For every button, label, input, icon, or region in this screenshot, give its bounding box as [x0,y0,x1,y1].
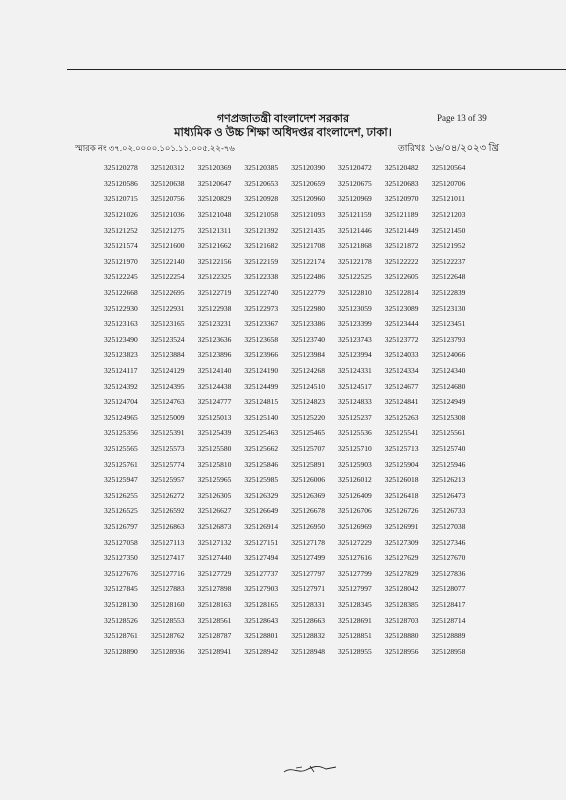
roll-number-cell: 325124331 [337,366,372,376]
table-row [104,222,478,238]
roll-number-cell: 325122931 [150,303,185,313]
roll-number-cell: 325124823 [291,397,325,407]
roll-number-cell: 325126418 [384,490,419,500]
roll-number-cell: 325121311 [197,225,232,235]
table-row [104,565,478,581]
roll-number-cell: 325120969 [337,194,372,204]
roll-number-cell: 325120638 [150,178,185,188]
roll-number-cell: 325123367 [244,319,279,329]
roll-number-cell: 325122719 [197,288,232,298]
roll-number-cell: 325125774 [150,459,185,469]
roll-number-cell: 325127178 [291,537,325,547]
roll-number-cell: 325128762 [150,631,185,641]
roll-number-cell: 325128851 [337,631,372,641]
roll-number-cell: 325126678 [291,506,325,516]
roll-number-cell: 325125541 [384,428,419,438]
roll-number-cell: 325128561 [197,615,232,625]
roll-number-cell: 325125009 [150,412,185,422]
roll-number-cell: 325120385 [244,163,279,173]
table-row [104,394,478,410]
roll-number-cell: 325122980 [291,303,325,313]
roll-number-cell: 325122486 [291,272,325,282]
roll-number-cell: 325127151 [244,537,279,547]
table-row [104,410,478,426]
roll-number-cell: 325120960 [291,194,325,204]
roll-number-cell: 325125580 [197,443,232,453]
roll-number-table [104,160,478,659]
roll-number-cell: 325127038 [431,521,466,531]
roll-number-cell: 325123444 [384,319,419,329]
roll-number-cell: 325120369 [197,163,232,173]
roll-number-cell: 325127903 [244,584,279,594]
roll-number-cell: 325128691 [337,615,372,625]
roll-number-cell: 325123994 [337,350,372,360]
roll-number-cell: 325127829 [384,568,419,578]
roll-number-cell: 325122325 [197,272,232,282]
table-row [104,254,478,270]
roll-number-cell: 325125740 [431,443,466,453]
table-row [104,612,478,628]
roll-number-cell: 325128077 [431,584,466,594]
roll-number-cell: 325127716 [150,568,185,578]
roll-number-cell: 325125904 [384,459,419,469]
roll-number-cell: 325122237 [431,256,466,266]
roll-number-cell: 325126706 [337,506,372,516]
roll-number-cell: 325126797 [104,521,138,531]
roll-number-cell: 325120586 [104,178,138,188]
roll-number-cell: 325125891 [291,459,325,469]
roll-number-cell: 325124117 [104,366,138,376]
roll-number-cell: 325120472 [337,163,372,173]
roll-number-cell: 325124066 [431,350,466,360]
roll-number-cell: 325122695 [150,288,185,298]
roll-number-cell: 325123524 [150,334,185,344]
table-row [104,269,478,285]
roll-number-cell: 325122245 [104,272,138,282]
roll-number-cell: 325128936 [150,646,185,656]
roll-number-cell: 325128714 [431,615,466,625]
roll-number-cell: 325125013 [197,412,232,422]
roll-number-cell: 325126525 [104,506,138,516]
roll-number-cell: 325124704 [104,397,138,407]
roll-number-cell: 325121872 [384,241,419,251]
roll-number-cell: 325128042 [384,584,419,594]
roll-number-cell: 325121868 [337,241,372,251]
roll-number-cell: 325123165 [150,319,185,329]
table-row [104,472,478,488]
table-row [104,597,478,613]
roll-number-cell: 325121970 [104,256,138,266]
roll-number-cell: 325123130 [431,303,466,313]
roll-number-cell: 325125947 [104,475,138,485]
roll-number-cell: 325126863 [150,521,185,531]
roll-number-cell: 325128160 [150,599,185,609]
roll-number-cell: 325127797 [291,568,325,578]
roll-number-cell: 325120928 [244,194,279,204]
roll-number-cell: 325124763 [150,397,185,407]
roll-number-cell: 325125220 [291,412,325,422]
roll-number-cell: 325121600 [150,241,185,251]
roll-number-cell: 325124949 [431,397,466,407]
roll-number-cell: 325125985 [244,475,279,485]
table-row [104,347,478,363]
roll-number-cell: 325124438 [197,381,232,391]
roll-number-cell: 325122839 [431,288,466,298]
table-row [104,207,478,223]
roll-number-cell: 325125140 [244,412,279,422]
roll-number-cell: 325126329 [244,490,279,500]
table-row [104,332,478,348]
table-row [104,316,478,332]
roll-number-cell: 325127499 [291,553,325,563]
roll-number-cell: 325122938 [197,303,232,313]
roll-number-cell: 325126726 [384,506,419,516]
roll-number-cell: 325120683 [384,178,419,188]
roll-number-cell: 325121662 [197,241,232,251]
roll-number-cell: 325124395 [150,381,185,391]
roll-number-cell: 325124815 [244,397,279,407]
roll-number-cell: 325125710 [337,443,372,453]
roll-number-cell: 325123658 [244,334,279,344]
table-row [104,503,478,519]
roll-number-cell: 325128663 [291,615,325,625]
roll-number-cell: 325122810 [337,288,372,298]
roll-number-cell: 325121450 [431,225,466,235]
roll-number-cell: 325121446 [337,225,372,235]
roll-number-cell: 325124340 [431,366,466,376]
roll-number-cell: 325122605 [384,272,419,282]
roll-number-cell: 325126969 [337,521,372,531]
roll-number-cell: 325127346 [431,537,466,547]
roll-number-cell: 325128880 [384,631,419,641]
roll-number-cell: 325127229 [337,537,372,547]
roll-number-cell: 325128787 [197,631,232,641]
roll-number-cell: 325127350 [104,553,138,563]
roll-number-cell: 325123163 [104,319,138,329]
roll-number-cell: 325125662 [244,443,279,453]
roll-number-cell: 325125439 [197,428,232,438]
roll-number-cell: 325125263 [384,412,419,422]
roll-number-cell: 325128890 [104,646,138,656]
roll-number-cell: 325121026 [104,210,138,220]
roll-number-cell: 325121708 [291,241,325,251]
roll-number-cell: 325125903 [337,459,372,469]
roll-number-cell: 325128761 [104,631,138,641]
table-row [104,519,478,535]
table-row [104,643,478,659]
roll-number-cell: 325121159 [337,210,372,220]
roll-number-cell: 325123896 [197,350,232,360]
roll-number-cell: 325126733 [431,506,466,516]
roll-number-cell: 325123636 [197,334,232,344]
department-name: মাধ্যমিক ও উচ্চ শিক্ষা অধিদপ্তর বাংলাদেশ, ঢাকা। [174,127,392,139]
signature [282,762,338,776]
roll-number-cell: 325121392 [244,225,279,235]
roll-number-cell: 325122668 [104,288,138,298]
roll-number-cell: 325121275 [150,225,185,235]
roll-number-cell: 325125761 [104,459,138,469]
roll-number-cell: 325124499 [244,381,279,391]
roll-number-cell: 325121203 [431,210,466,220]
roll-number-cell: 325122814 [384,288,419,298]
roll-number-cell: 325123059 [337,303,372,313]
roll-number-cell: 325124777 [197,397,232,407]
roll-number-cell: 325128941 [197,646,232,656]
table-row [104,487,478,503]
table-row [104,534,478,550]
roll-number-cell: 325126473 [431,490,466,500]
roll-number-cell: 325122174 [291,256,325,266]
roll-number-cell: 325125561 [431,428,466,438]
roll-number-cell: 325126213 [431,475,466,485]
roll-number-cell: 325125465 [291,428,325,438]
roll-number-cell: 325124140 [197,366,232,376]
roll-number-cell: 325128130 [104,599,138,609]
roll-number-cell: 325122178 [337,256,372,266]
roll-number-cell: 325128889 [431,631,466,641]
memo-number: স্মারক নং ৩৭.০২.০০০০.১০১.১১.০০৫.২২-৭৬ [75,143,235,153]
roll-number-cell: 325127616 [337,553,372,563]
roll-number-cell: 325120278 [104,163,138,173]
roll-number-cell: 325126012 [337,475,372,485]
roll-number-cell: 325126255 [104,490,138,500]
roll-number-cell: 325121048 [197,210,232,220]
roll-number-cell: 325121252 [104,225,138,235]
roll-number-cell: 325126592 [150,506,185,516]
roll-number-cell: 325122740 [244,288,279,298]
roll-number-cell: 325120970 [384,194,419,204]
top-rule [67,69,566,70]
roll-number-cell: 325128331 [291,599,325,609]
table-row [104,550,478,566]
table-row [104,285,478,301]
roll-number-cell: 325122222 [384,256,419,266]
roll-number-cell: 325128801 [244,631,279,641]
roll-number-cell: 325128385 [384,599,419,609]
table-row [104,425,478,441]
roll-number-cell: 325123231 [197,319,232,329]
roll-number-cell: 325123984 [291,350,325,360]
roll-number-cell: 325127799 [337,568,372,578]
page-number: Page 13 of 39 [437,113,487,123]
roll-number-cell: 325124841 [384,397,419,407]
roll-number-cell: 325127737 [244,568,279,578]
roll-number-cell: 325123740 [291,334,325,344]
roll-number-cell: 325128958 [431,646,466,656]
table-row [104,300,478,316]
roll-number-cell: 325121574 [104,241,138,251]
roll-number-cell: 325123884 [150,350,185,360]
roll-number-cell: 325124334 [384,366,419,376]
roll-number-cell: 325122525 [337,272,372,282]
roll-number-cell: 325121682 [244,241,279,251]
roll-number-cell: 325126914 [244,521,279,531]
roll-number-cell: 325127494 [244,553,279,563]
roll-number-cell: 325127729 [197,568,232,578]
roll-number-cell: 325123793 [431,334,466,344]
roll-number-cell: 325120659 [291,178,325,188]
roll-number-cell: 325125308 [431,412,466,422]
roll-number-cell: 325120829 [197,194,232,204]
roll-number-cell: 325128165 [244,599,279,609]
roll-number-cell: 325122973 [244,303,279,313]
roll-number-cell: 325127971 [291,584,325,594]
roll-number-cell: 325124677 [384,381,419,391]
roll-number-cell: 325122779 [291,288,325,298]
date-value: ১৬/০৪/২০২৩ খ্রি [428,143,499,154]
roll-number-cell: 325122156 [197,256,232,266]
roll-number-cell: 325124965 [104,412,138,422]
roll-number-cell: 325125573 [150,443,185,453]
roll-number-cell: 325128643 [244,615,279,625]
roll-number-cell: 325126873 [197,521,232,531]
roll-number-cell: 325126272 [150,490,185,500]
roll-number-cell: 325126018 [384,475,419,485]
roll-number-cell: 325120564 [431,163,466,173]
roll-number-cell: 325125565 [104,443,138,453]
roll-number-cell: 325123743 [337,334,372,344]
roll-number-cell: 325125946 [431,459,466,469]
roll-number-cell: 325121449 [384,225,419,235]
roll-number-cell: 325125356 [104,428,138,438]
table-row [104,378,478,394]
roll-number-cell: 325128956 [384,646,419,656]
table-row [104,456,478,472]
roll-number-cell: 325127058 [104,537,138,547]
roll-number-cell: 325128553 [150,615,185,625]
roll-number-cell: 325128955 [337,646,372,656]
roll-number-cell: 325122159 [244,256,279,266]
roll-number-cell: 325123966 [244,350,279,360]
roll-number-cell: 325120715 [104,194,138,204]
roll-number-cell: 325121952 [431,241,466,251]
roll-number-cell: 325127309 [384,537,419,547]
roll-number-cell: 325128948 [291,646,325,656]
roll-number-cell: 325128345 [337,599,372,609]
roll-number-cell: 325127997 [337,584,372,594]
roll-number-cell: 325126409 [337,490,372,500]
roll-number-cell: 325123823 [104,350,138,360]
roll-number-cell: 325126991 [384,521,419,531]
roll-number-cell: 325125713 [384,443,419,453]
table-row [104,176,478,192]
roll-number-cell: 325127898 [197,584,232,594]
roll-number-cell: 325126369 [291,490,325,500]
roll-number-cell: 325122338 [244,272,279,282]
roll-number-cell: 325125536 [337,428,372,438]
roll-number-cell: 325125707 [291,443,325,453]
roll-number-cell: 325126627 [197,506,232,516]
roll-number-cell: 325120675 [337,178,372,188]
roll-number-cell: 325123386 [291,319,325,329]
date-label: তারিখঃ [398,143,426,153]
roll-number-cell: 325121093 [291,210,325,220]
table-row [104,441,478,457]
roll-number-cell: 325128526 [104,615,138,625]
roll-number-cell: 325127132 [197,537,232,547]
roll-number-cell: 325122254 [150,272,185,282]
roll-number-cell: 325128703 [384,615,419,625]
roll-number-cell: 325121189 [384,210,419,220]
roll-number-cell: 325121435 [291,225,325,235]
roll-number-cell: 325121036 [150,210,185,220]
roll-number-cell: 325127845 [104,584,138,594]
roll-number-cell: 325124680 [431,381,466,391]
roll-number-cell: 325125237 [337,412,372,422]
roll-number-cell: 325122648 [431,272,466,282]
roll-number-cell: 325125846 [244,459,279,469]
roll-number-cell: 325125957 [150,475,185,485]
roll-number-cell: 325122930 [104,303,138,313]
roll-number-cell: 325128832 [291,631,325,641]
roll-number-cell: 325126006 [291,475,325,485]
roll-number-cell: 325124510 [291,381,325,391]
roll-number-cell: 325120653 [244,178,279,188]
roll-number-cell: 325120706 [431,178,466,188]
roll-number-cell: 325120482 [384,163,419,173]
roll-number-cell: 325128417 [431,599,466,609]
roll-number-cell: 325124033 [384,350,419,360]
roll-number-cell: 325122140 [150,256,185,266]
roll-number-cell: 325127883 [150,584,185,594]
table-row [104,363,478,379]
roll-number-cell: 325124392 [104,381,138,391]
roll-number-cell: 325127113 [150,537,185,547]
org-name: গণপ্রজাতন্ত্রী বাংলাদেশ সরকার [216,113,350,125]
roll-number-cell: 325120312 [150,163,185,173]
roll-number-cell: 325120390 [291,163,325,173]
roll-number-cell: 325125463 [244,428,279,438]
table-row [104,238,478,254]
roll-number-cell: 325124190 [244,366,279,376]
roll-number-cell: 325127417 [150,553,185,563]
roll-number-cell: 325121011 [431,194,466,204]
roll-number-cell: 325126649 [244,506,279,516]
roll-number-cell: 325123399 [337,319,372,329]
roll-number-cell: 325126950 [291,521,325,531]
roll-number-cell: 325124129 [150,366,185,376]
roll-number-cell: 325126305 [197,490,232,500]
roll-number-cell: 325125810 [197,459,232,469]
roll-number-cell: 325128942 [244,646,279,656]
table-row [104,191,478,207]
roll-number-cell: 325128163 [197,599,232,609]
roll-number-cell: 325123089 [384,303,419,313]
roll-number-cell: 325120756 [150,194,185,204]
table-row [104,160,478,176]
roll-number-cell: 325127629 [384,553,419,563]
table-row [104,581,478,597]
roll-number-cell: 325127440 [197,553,232,563]
roll-number-cell: 325124517 [337,381,372,391]
roll-number-cell: 325127676 [104,568,138,578]
roll-number-cell: 325124268 [291,366,325,376]
roll-number-cell: 325124833 [337,397,372,407]
roll-number-cell: 325120647 [197,178,232,188]
roll-number-cell: 325123490 [104,334,138,344]
roll-number-cell: 325123772 [384,334,419,344]
table-row [104,628,478,644]
date-line [398,141,499,158]
roll-number-cell: 325121058 [244,210,279,220]
roll-number-cell: 325125965 [197,475,232,485]
roll-number-cell: 325123451 [431,319,466,329]
roll-number-cell: 325127836 [431,568,466,578]
roll-number-cell: 325125391 [150,428,185,438]
roll-number-cell: 325127670 [431,553,466,563]
